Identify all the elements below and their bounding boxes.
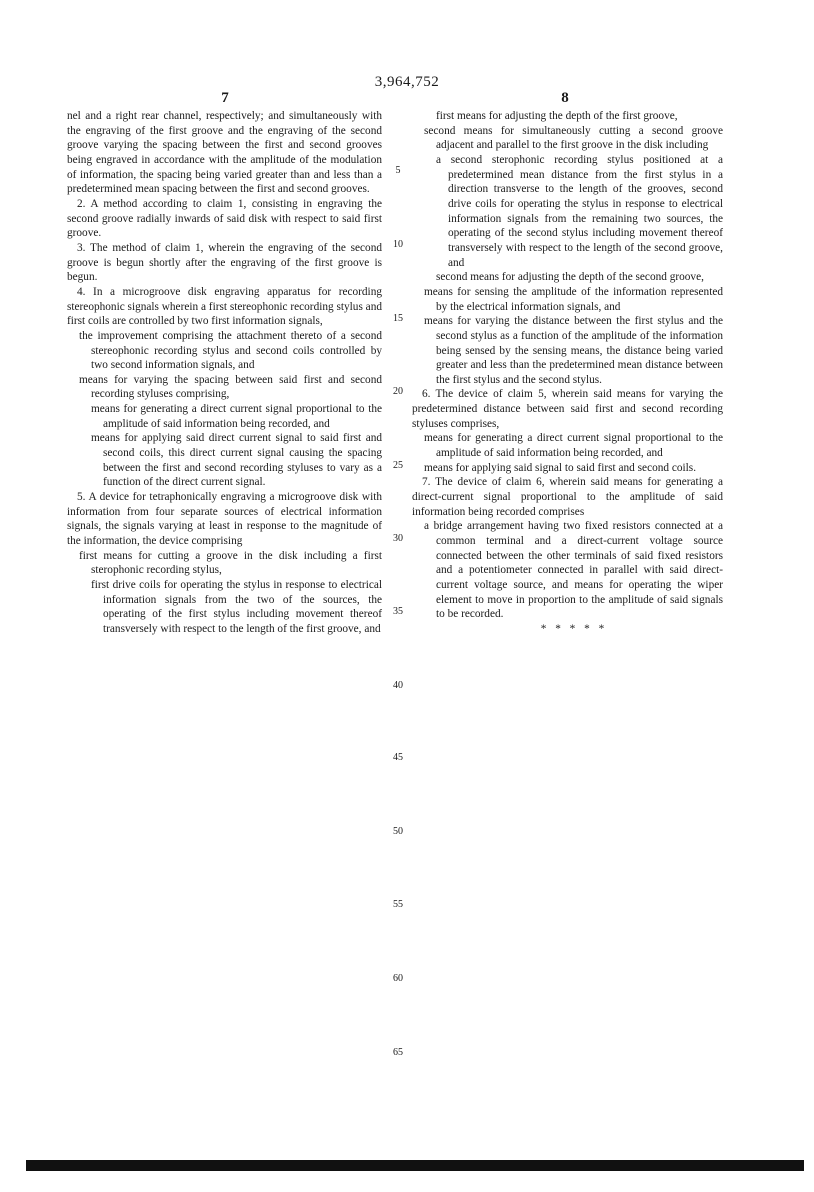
claim-paragraph: nel and a right rear channel, respectively; and simultaneously with the engraving of the first groove and the engraving of the second groove varying the spacing between the first and second grooves being engraved in accordance with the amplitude of the modulation of information, the spacing being varied greater than and less than a predetermined mean spacing between the first and second grooves. xyxy=(67,110,382,196)
claim-paragraph: means for applying said direct current signal to said first and second coils, this direct current signal causing the spacing between the first and second recording styluses to vary as a function of the direct current signal. xyxy=(91,432,382,489)
claim-paragraph: second means for adjusting the depth of the second groove, xyxy=(436,271,704,284)
claim-paragraph: 3. The method of claim 1, wherein the engraving of the second groove is begun shortly after the engraving of the first groove is begun. xyxy=(67,241,382,284)
line-number: 30 xyxy=(393,533,403,544)
line-number: 40 xyxy=(393,680,403,691)
line-number: 55 xyxy=(393,899,403,910)
line-number: 45 xyxy=(393,752,403,763)
line-number: 60 xyxy=(393,973,403,984)
line-number: 15 xyxy=(393,313,403,324)
claim-paragraph: first means for adjusting the depth of the first groove, xyxy=(436,110,678,122)
claim-paragraph: means for generating a direct current signal proportional to the amplitude of said information being recorded, and xyxy=(91,403,382,430)
claim-paragraph: first drive coils for operating the stylus in response to electrical information signals from the two of the sources, the operating of the first stylus including movement thereof transversely with respect to the length of the first groove, and xyxy=(91,579,382,635)
claim-paragraph: 2. A method according to claim 1, consisting in engraving the second groove radially inwards of said disk with respect to said first groove. xyxy=(67,197,382,240)
claim-paragraph: 6. The device of claim 5, wherein said means for varying the predetermined distance between said first and second recording styluses comprises, xyxy=(412,388,723,430)
claim-paragraph: means for sensing the amplitude of the information represented by the electrical information signals, and xyxy=(424,285,723,313)
claim-paragraph: means for varying the distance between the first stylus and the second stylus as a function of the amplitude of the information being sensed by the sensing means, the distance being varied greater and less than the predetermined mean distance between the first stylus and the second stylus. xyxy=(424,315,723,386)
claim-paragraph: second means for simultaneously cutting a second groove adjacent and parallel to the first groove in the disk including xyxy=(424,124,723,152)
line-number: 35 xyxy=(393,606,403,617)
right-column-number: 8 xyxy=(561,90,569,106)
line-number: 20 xyxy=(393,386,403,397)
claim-paragraph: a second sterophonic recording stylus positioned at a predetermined mean distance from the first stylus in a direction transverse to the length of the grooves, second drive coils for operating the stylus in response to electrical information signals from the remaining two sources, the operating of the second stylus including movement thereof transversely with respect to the length of the second groove, and xyxy=(436,153,723,269)
line-number: 10 xyxy=(393,239,403,250)
line-number: 50 xyxy=(393,826,403,837)
line-number: 25 xyxy=(393,460,403,471)
left-column xyxy=(67,109,382,637)
claim-paragraph: 5. A device for tetraphonically engraving a microgroove disk with information from four separate sources of electrical information signals, the signals varying at least in response to the magnitude of the information, the device comprising xyxy=(67,491,382,548)
claim-paragraph: 4. In a microgroove disk engraving apparatus for recording stereophonic signals wherein a first stereophonic recording stylus and first coils are controlled by two first information signals, xyxy=(67,285,382,328)
right-column xyxy=(412,109,723,637)
claim-paragraph: means for applying said signal to said first and second coils. xyxy=(424,461,697,474)
left-column-number: 7 xyxy=(221,90,229,106)
line-number: 5 xyxy=(395,165,401,176)
claim-paragraph: means for varying the spacing between said first and second recording styluses comprising, xyxy=(79,373,382,401)
patent-number: 3,964,752 xyxy=(374,74,440,90)
page-bottom-bar xyxy=(26,1160,804,1171)
claim-paragraph: the improvement comprising the attachment thereto of a second stereophonic recording stylus and second coils controlled by two second information signals, and xyxy=(79,329,382,372)
line-number: 65 xyxy=(393,1047,403,1058)
claim-paragraph: 7. The device of claim 6, wherein said means for generating a direct-current signal proportional to the amplitude of said information being recorded comprises xyxy=(412,476,723,518)
claim-paragraph: first means for cutting a groove in the disk including a first sterophonic recording stylus, xyxy=(79,549,382,577)
claim-paragraph: means for generating a direct current signal proportional to the amplitude of said information being recorded, and xyxy=(424,432,723,460)
claim-paragraph: a bridge arrangement having two fixed resistors connected at a common terminal and a direct-current voltage source connected between the other terminals of said fixed resistors and a potentiometer connected in parallel with said direct-current voltage source, and means for operating the wiper element to move in proportion to the amplitude of said signals to be recorded. xyxy=(424,520,723,621)
end-mark: * * * * * xyxy=(540,622,605,635)
